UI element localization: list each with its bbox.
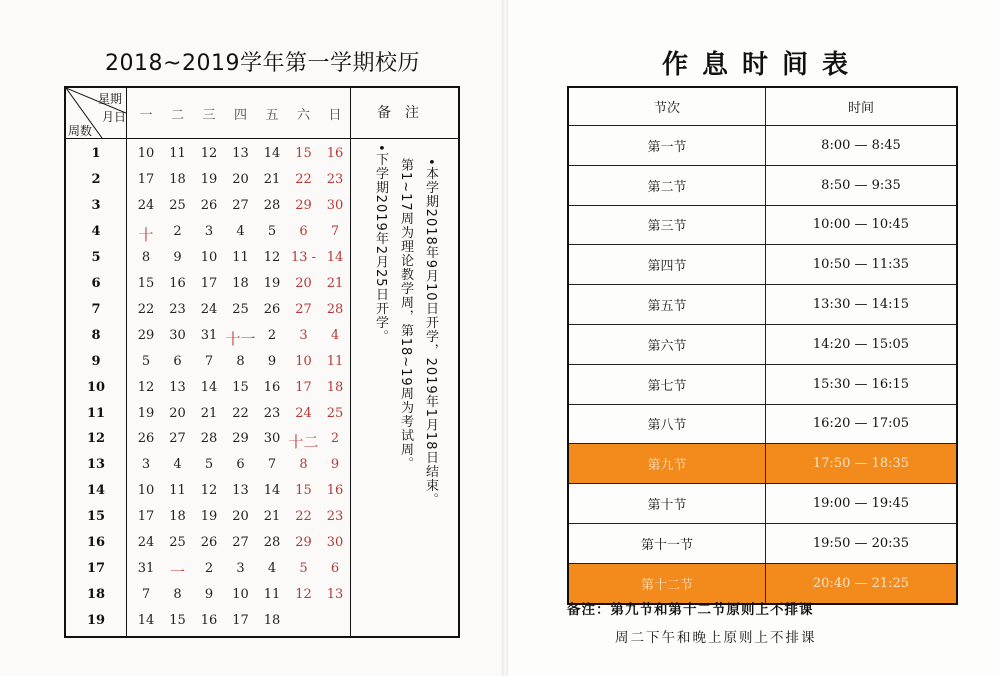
calendar-day: 5 bbox=[204, 457, 214, 473]
schedule-remarks bbox=[567, 598, 817, 646]
week-number: 4 bbox=[91, 223, 101, 239]
calendar-day: 2 bbox=[267, 327, 277, 343]
calendar-day: 22 bbox=[295, 171, 312, 187]
week-number: 15 bbox=[86, 509, 106, 525]
calendar-day: 26 bbox=[200, 197, 218, 213]
calendar-day: 12 bbox=[263, 249, 281, 265]
week-number: 12 bbox=[86, 431, 106, 447]
calendar-day: 14 bbox=[137, 613, 155, 629]
calendar-day: 6 bbox=[299, 223, 308, 239]
week-number: 6 bbox=[91, 275, 101, 291]
notes-column bbox=[350, 88, 459, 636]
calendar-day: 2 bbox=[330, 431, 340, 447]
week-number: 9 bbox=[91, 353, 101, 369]
calendar-day: 4 bbox=[267, 561, 277, 577]
calendar-day: 13 bbox=[326, 587, 344, 603]
week-number: 3 bbox=[91, 197, 101, 213]
calendar-day: 13 bbox=[169, 379, 186, 395]
time-cell: 10:00 — 10:45 bbox=[812, 217, 910, 233]
calendar-day: 16 bbox=[326, 146, 344, 161]
notes-header: 备注 bbox=[377, 105, 433, 121]
week-number: 2 bbox=[91, 171, 101, 187]
remark-line-1: 备注：第九节和第十二节原则上不排课 bbox=[567, 602, 814, 618]
calendar-day: 27 bbox=[232, 197, 249, 213]
calendar-day: 4 bbox=[330, 327, 340, 343]
week-number: 17 bbox=[86, 561, 106, 577]
calendar-day: 22 bbox=[137, 301, 155, 317]
header-week-label: 周数 bbox=[68, 124, 93, 138]
time-cell: 19:50 — 20:35 bbox=[812, 535, 910, 551]
calendar-day: 18 bbox=[326, 379, 344, 395]
calendar-day: 十 bbox=[138, 225, 154, 244]
calendar-day: 3 bbox=[204, 223, 214, 239]
time-cell: 16:20 — 17:05 bbox=[812, 416, 910, 432]
calendar-day: 15 bbox=[295, 483, 312, 499]
diagonal-header-cell bbox=[66, 88, 127, 138]
period-cell: 第六节 bbox=[569, 325, 766, 364]
calendar-day: 十二 bbox=[288, 433, 319, 452]
calendar-day: 19 bbox=[200, 509, 218, 525]
calendar-day: 19 bbox=[263, 275, 281, 291]
week-number: 11 bbox=[86, 405, 106, 421]
week-number: 8 bbox=[91, 327, 101, 343]
calendar-day: 10 bbox=[137, 146, 155, 161]
calendar-title: 2018~2019学年第一学期校历 bbox=[105, 51, 420, 76]
calendar-day: 31 bbox=[200, 327, 218, 343]
calendar-day: 17 bbox=[232, 613, 249, 629]
calendar-day: 3 bbox=[299, 327, 308, 343]
calendar-day: 21 bbox=[200, 405, 218, 421]
calendar-day: 20 bbox=[232, 171, 249, 187]
calendar-day: 12 bbox=[200, 483, 218, 499]
calendar-day: 4 bbox=[173, 457, 182, 473]
calendar-day: 27 bbox=[169, 431, 186, 447]
schedule-row bbox=[569, 405, 956, 445]
calendar-day: 13 - bbox=[290, 249, 317, 265]
period-cell: 第四节 bbox=[569, 245, 766, 284]
calendar-day: 29 bbox=[137, 327, 155, 343]
calendar-day: 27 bbox=[232, 535, 249, 551]
calendar-day: 30 bbox=[263, 431, 281, 447]
schedule-header-row bbox=[569, 88, 956, 126]
calendar-day: 26 bbox=[137, 431, 155, 447]
calendar-day: 28 bbox=[200, 431, 218, 447]
period-cell: 第八节 bbox=[569, 405, 766, 444]
calendar-day: 6 bbox=[330, 561, 340, 577]
calendar-day: 24 bbox=[137, 197, 155, 213]
calendar-day: 23 bbox=[326, 171, 344, 187]
calendar-day: 17 bbox=[295, 379, 312, 395]
calendar-day: 18 bbox=[169, 509, 186, 525]
schedule-row bbox=[569, 444, 956, 484]
weekday-header: 四 bbox=[233, 108, 247, 123]
schedule-row bbox=[569, 206, 956, 246]
calendar-day: 20 bbox=[295, 275, 312, 291]
time-cell: 17:50 — 18:35 bbox=[812, 456, 910, 472]
calendar-day: 28 bbox=[326, 301, 344, 317]
header-weekday-label: 星期 bbox=[98, 92, 123, 106]
calendar-day: 14 bbox=[263, 146, 281, 161]
week-number: 18 bbox=[86, 587, 106, 603]
calendar-day: 7 bbox=[204, 353, 214, 369]
calendar-day: 7 bbox=[330, 223, 340, 239]
calendar-day: 6 bbox=[173, 353, 182, 369]
calendar-day: 25 bbox=[169, 535, 186, 551]
weekday-header: 五 bbox=[265, 108, 279, 123]
note-line-3: •下学期2019年2月25日开学。 bbox=[373, 144, 388, 344]
calendar-day: 9 bbox=[330, 457, 340, 473]
week-number: 5 bbox=[91, 249, 101, 265]
col-period-header: 节次 bbox=[569, 88, 766, 125]
remark-line-2: 周二下午和晚上原则上不排课 bbox=[615, 630, 817, 646]
time-cell: 10:50 — 11:35 bbox=[812, 257, 910, 273]
note-line-2: 第1~17周为理论教学周，第18~19周为考试周。 bbox=[398, 158, 413, 471]
calendar-day: 12 bbox=[295, 587, 312, 603]
calendar-day: 23 bbox=[169, 301, 186, 317]
calendar-day: 18 bbox=[232, 275, 249, 291]
note-line-1: •本学期2018年9月10日开学，2019年1月18日结束。 bbox=[423, 158, 438, 507]
calendar-day: 16 bbox=[263, 379, 281, 395]
calendar-day: 16 bbox=[200, 613, 218, 629]
period-cell: 第三节 bbox=[569, 206, 766, 245]
calendar-day: 17 bbox=[200, 275, 218, 291]
calendar-day: 16 bbox=[326, 483, 344, 499]
calendar-day: 10 bbox=[232, 587, 249, 603]
calendar-day: 24 bbox=[200, 301, 218, 317]
period-cell: 第二节 bbox=[569, 166, 766, 205]
time-cell: 15:30 — 16:15 bbox=[812, 376, 910, 392]
calendar-day: 31 bbox=[137, 561, 155, 577]
calendar-day: 29 bbox=[295, 197, 312, 213]
calendar-day: 26 bbox=[200, 535, 218, 551]
calendar-day: 17 bbox=[137, 509, 155, 525]
week-number: 10 bbox=[86, 379, 106, 395]
header-month-label: 月日 bbox=[102, 110, 127, 124]
col-time-header: 时间 bbox=[847, 101, 874, 116]
calendar-day: 15 bbox=[295, 146, 312, 161]
schedule-row bbox=[569, 325, 956, 365]
calendar-day: 27 bbox=[295, 301, 312, 317]
calendar-day: 20 bbox=[169, 405, 186, 421]
calendar-day: 13 bbox=[232, 146, 249, 161]
calendar-day: 5 bbox=[299, 561, 308, 577]
calendar-day: 30 bbox=[326, 535, 344, 551]
calendar-table bbox=[64, 86, 460, 638]
calendar-day: 11 bbox=[326, 353, 344, 369]
calendar-day: 23 bbox=[263, 405, 281, 421]
week-number: 7 bbox=[91, 301, 101, 317]
calendar-day: 19 bbox=[200, 171, 218, 187]
calendar-day: 22 bbox=[295, 509, 312, 525]
calendar-day: 3 bbox=[236, 561, 245, 577]
calendar-day: 12 bbox=[137, 379, 155, 395]
calendar-day: 29 bbox=[232, 431, 249, 447]
calendar-day: 5 bbox=[267, 223, 277, 239]
calendar-day: 21 bbox=[326, 275, 344, 291]
time-cell: 19:00 — 19:45 bbox=[812, 496, 910, 512]
schedule-row bbox=[569, 285, 956, 325]
time-cell: 20:40 — 21:25 bbox=[812, 575, 910, 591]
calendar-day: 15 bbox=[169, 613, 186, 629]
schedule-row bbox=[569, 484, 956, 524]
calendar-day: 5 bbox=[141, 353, 151, 369]
calendar-day: 8 bbox=[236, 353, 245, 369]
time-cell: 8:50 — 9:35 bbox=[821, 177, 901, 193]
calendar-day: 8 bbox=[173, 587, 182, 603]
schedule-title: 作息时间表 bbox=[661, 50, 862, 80]
calendar-day: 29 bbox=[295, 535, 312, 551]
calendar-day: 8 bbox=[299, 457, 308, 473]
week-number: 13 bbox=[86, 457, 106, 473]
calendar-day: 15 bbox=[232, 379, 249, 395]
period-cell: 第五节 bbox=[569, 285, 766, 324]
time-cell: 8:00 — 8:45 bbox=[821, 137, 901, 153]
calendar-day: 10 bbox=[295, 353, 312, 369]
weekday-header: 一 bbox=[139, 108, 153, 123]
schedule-row bbox=[569, 524, 956, 564]
calendar-day: 24 bbox=[137, 535, 155, 551]
calendar-day: 7 bbox=[267, 457, 277, 473]
calendar-day: 28 bbox=[263, 535, 281, 551]
calendar-day: 17 bbox=[137, 171, 155, 187]
calendar-day: 11 bbox=[263, 587, 281, 603]
week-number: 19 bbox=[86, 613, 106, 629]
calendar-day: 18 bbox=[169, 171, 186, 187]
time-cell: 14:20 — 15:05 bbox=[812, 336, 910, 352]
calendar-day: 9 bbox=[204, 587, 214, 603]
period-cell: 第九节 bbox=[569, 444, 766, 483]
calendar-day: 14 bbox=[326, 249, 344, 265]
calendar-day: 2 bbox=[173, 223, 182, 239]
calendar-day: 9 bbox=[267, 353, 277, 369]
week-number: 1 bbox=[91, 146, 101, 161]
calendar-day: 15 bbox=[137, 275, 155, 291]
calendar-day: 30 bbox=[169, 327, 186, 343]
calendar-day: 25 bbox=[169, 197, 186, 213]
weekday-header: 二 bbox=[170, 108, 184, 123]
weekday-header: 日 bbox=[328, 108, 342, 123]
time-cell: 13:30 — 14:15 bbox=[812, 297, 910, 313]
calendar-day: 7 bbox=[141, 587, 151, 603]
weekday-header: 六 bbox=[296, 108, 310, 123]
week-number: 14 bbox=[86, 483, 106, 499]
calendar-day: 26 bbox=[263, 301, 281, 317]
calendar-day: 20 bbox=[232, 509, 249, 525]
period-cell: 第一节 bbox=[569, 126, 766, 165]
calendar-day: 3 bbox=[141, 457, 151, 473]
calendar-day: 21 bbox=[263, 171, 281, 187]
calendar-day: 11 bbox=[169, 483, 186, 499]
period-cell: 第十节 bbox=[569, 484, 766, 523]
schedule-row bbox=[569, 564, 956, 603]
calendar-day: 11 bbox=[169, 146, 186, 161]
calendar-day: 23 bbox=[326, 509, 344, 525]
calendar-day: 8 bbox=[141, 249, 151, 265]
calendar-day: 14 bbox=[263, 483, 281, 499]
period-cell: 第十二节 bbox=[569, 564, 766, 603]
calendar-day: 21 bbox=[263, 509, 281, 525]
calendar-day: 11 bbox=[232, 249, 249, 265]
week-number: 16 bbox=[86, 535, 106, 551]
calendar-day: 6 bbox=[236, 457, 245, 473]
schedule-row bbox=[569, 126, 956, 166]
calendar-day: 12 bbox=[200, 146, 218, 161]
calendar-day: 2 bbox=[204, 561, 214, 577]
calendar-day: 9 bbox=[173, 249, 182, 265]
schedule-table bbox=[567, 86, 958, 605]
calendar-day: 一 bbox=[169, 563, 185, 582]
period-cell: 第七节 bbox=[569, 365, 766, 404]
calendar-day: 10 bbox=[137, 483, 155, 499]
schedule-row bbox=[569, 166, 956, 206]
calendar-day: 16 bbox=[169, 275, 186, 291]
calendar-day: 18 bbox=[263, 613, 281, 629]
period-cell: 第十一节 bbox=[569, 524, 766, 563]
calendar-day: 22 bbox=[232, 405, 249, 421]
calendar-day: 4 bbox=[236, 223, 245, 239]
calendar-day: 25 bbox=[232, 301, 249, 317]
schedule-row bbox=[569, 245, 956, 285]
calendar-day: 24 bbox=[295, 405, 312, 421]
calendar-day: 10 bbox=[200, 249, 218, 265]
calendar-day: 19 bbox=[137, 405, 155, 421]
calendar-day: 28 bbox=[263, 197, 281, 213]
calendar-day: 14 bbox=[200, 379, 218, 395]
calendar-day: 十一 bbox=[225, 329, 256, 348]
calendar-day: 30 bbox=[326, 197, 344, 213]
schedule-row bbox=[569, 365, 956, 405]
calendar-day: 13 bbox=[232, 483, 249, 499]
weekday-header: 三 bbox=[202, 108, 216, 123]
calendar-day: 25 bbox=[326, 405, 344, 421]
page-fold bbox=[502, 0, 508, 676]
